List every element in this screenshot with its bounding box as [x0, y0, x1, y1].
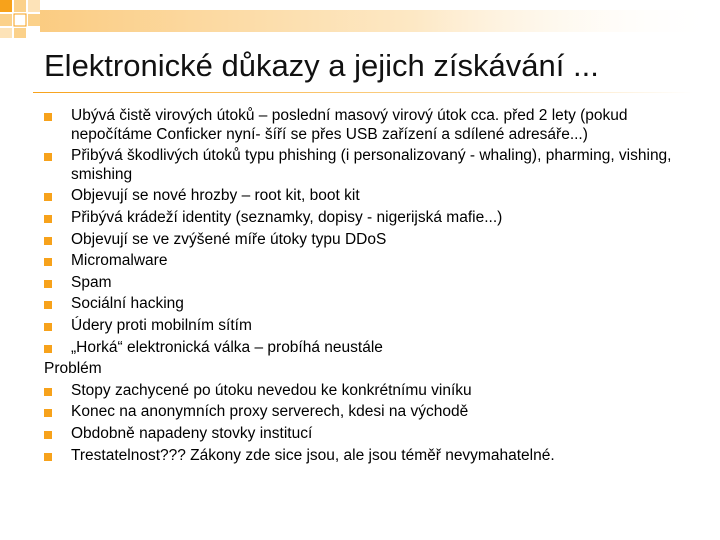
- list-item: Přibývá škodlivých útoků typu phishing (i personalizovaný - whaling), pharming, vishing, smishing: [44, 147, 684, 184]
- list-item: Přibývá krádeží identity (seznamky, dopisy - nigerijská mafie...): [44, 209, 684, 228]
- decorative-square: [0, 0, 12, 12]
- list-item: Micromalware: [44, 252, 684, 271]
- decorative-square: [0, 28, 12, 38]
- list-item: Stopy zachycené po útoku nevedou ke konkrétnímu viníku: [44, 382, 684, 401]
- decorative-square: [14, 0, 26, 12]
- subheading-problem: Problém: [44, 360, 102, 378]
- list-item: Obdobně napadeny stovky institucí: [44, 425, 684, 444]
- decorative-header-squares: [0, 0, 720, 40]
- bullet-list-problems: [44, 382, 684, 465]
- list-item: Údery proti mobilním sítím: [44, 317, 684, 336]
- list-item: Objevují se nové hrozby – root kit, boot kit: [44, 187, 684, 206]
- list-item: Objevují se ve zvýšené míře útoky typu DDoS: [44, 231, 684, 250]
- slide-title: Elektronické důkazy a jejich získávání ...: [44, 48, 599, 83]
- decorative-square: [14, 14, 26, 26]
- list-item: „Horká“ elektronická válka – probíhá neustále: [44, 339, 684, 358]
- decorative-square: [14, 28, 26, 38]
- decorative-square: [28, 14, 40, 26]
- slide-body: [44, 107, 684, 468]
- list-item: Trestatelnost??? Zákony zde sice jsou, ale jsou téměř nevymahatelné.: [44, 447, 684, 466]
- list-item: Konec na anonymních proxy serverech, kdesi na východě: [44, 403, 684, 422]
- list-item: Spam: [44, 274, 684, 293]
- decorative-square: [0, 14, 12, 26]
- decorative-square: [28, 0, 40, 12]
- decorative-band: [40, 10, 720, 32]
- list-item: Ubývá čistě virových útoků – poslední masový virový útok cca. před 2 lety (pokud nepočítáme Conficker nyní- šíří se přes USB zařízení a sdílené adresáře...): [44, 107, 684, 144]
- bullet-list-trends: [44, 107, 684, 357]
- title-divider: [33, 92, 693, 93]
- list-item: Sociální hacking: [44, 295, 684, 314]
